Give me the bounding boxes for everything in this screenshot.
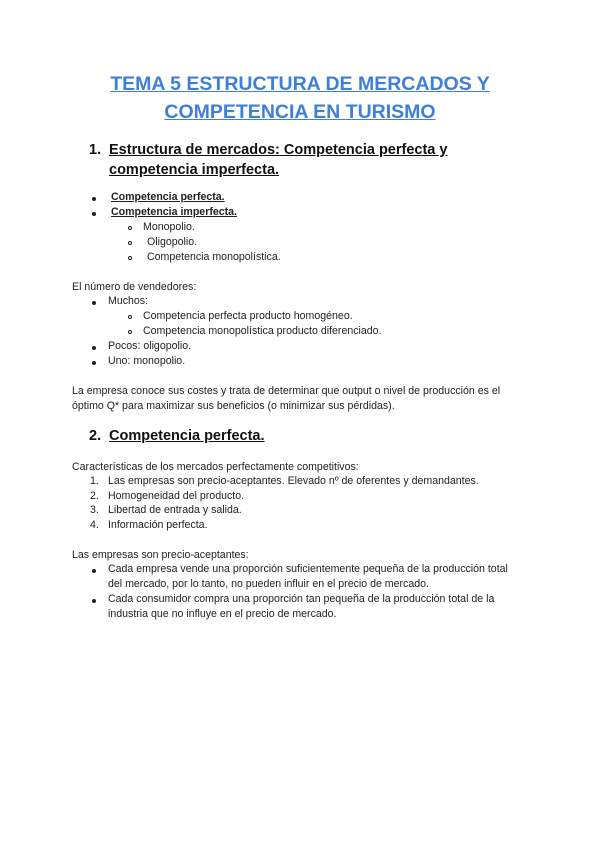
precio-bullet-1-line-1: Cada empresa vende una proporción suficientemente pequeña de la producción total (108, 563, 508, 575)
circle-bullet-icon (128, 226, 132, 230)
precio-bullet-2-line-1: Cada consumidor compra una proporción tan pequeña de la producción total de la (108, 593, 495, 605)
bullet-icon (92, 197, 96, 201)
caracteristicas-intro: Características de los mercados perfectamente competitivos: (72, 461, 359, 473)
sub-bullet-oligopolio: Oligopolio. (147, 236, 198, 248)
caracteristica-1: Las empresas son precio-aceptantes. Elevado nº de oferentes y demandantes. (108, 475, 479, 487)
section-1-title-line-2: competencia imperfecta. (109, 162, 280, 178)
vendedores-intro: El número de vendedores: (72, 281, 197, 293)
muchos-sub-2: Competencia monopolística producto diferenciado. (143, 325, 382, 337)
document-title-line-1: TEMA 5 ESTRUCTURA DE MERCADOS Y (110, 73, 490, 95)
list-number-4: 4. (90, 519, 99, 531)
list-number-1: 1. (90, 475, 99, 487)
precio-intro: Las empresas son precio-aceptantes: (72, 549, 249, 561)
bullet-icon (92, 361, 96, 365)
section-2-number: 2. (89, 428, 102, 444)
paragraph-line-1: La empresa conoce sus costes y trata de determinar que output o nivel de producción es el (72, 385, 501, 397)
precio-bullet-1-line-2: del mercado, por lo tanto, no pueden influir en el precio de mercado. (108, 578, 429, 590)
paragraph-line-2: óptimo Q* para maximizar sus beneficios (o minimizar sus pérdidas). (72, 400, 395, 412)
section-1-heading-cont (109, 160, 279, 181)
bullet-competencia-perfecta: Competencia perfecta. (111, 191, 225, 203)
precio-bullet-2-line-2: industria que no influye en el precio de mercado. (108, 608, 337, 620)
section-1-heading (89, 140, 447, 161)
bullet-icon (92, 301, 96, 305)
caracteristica-3: Libertad de entrada y salida. (108, 504, 242, 516)
caracteristica-2: Homogeneidad del producto. (108, 490, 245, 502)
list-number-2: 2. (90, 490, 99, 502)
section-2-title: Competencia perfecta. (109, 428, 265, 444)
vendedores-uno: Uno: monopolio. (108, 355, 186, 367)
bullet-icon (92, 569, 96, 573)
bullet-icon (92, 599, 96, 603)
bullet-competencia-imperfecta: Competencia imperfecta. (111, 206, 237, 218)
circle-bullet-icon (128, 330, 132, 334)
caracteristica-4: Información perfecta. (108, 519, 208, 531)
section-2-heading (89, 426, 265, 447)
bullet-icon (92, 346, 96, 350)
vendedores-pocos: Pocos: oligopolio. (108, 340, 192, 352)
sub-bullet-monopolio: Monopolio. (143, 221, 195, 233)
sub-bullet-competencia-monopolistica: Competencia monopolística. (147, 251, 281, 263)
circle-bullet-icon (128, 241, 132, 245)
circle-bullet-icon (128, 256, 132, 260)
list-number-3: 3. (90, 504, 99, 516)
muchos-sub-1: Competencia perfecta producto homogéneo. (143, 310, 353, 322)
section-1-title-line-1: Estructura de mercados: Competencia perfecta y (109, 142, 448, 158)
bullet-icon (92, 212, 96, 216)
document-title-line-2: COMPETENCIA EN TURISMO (164, 101, 436, 123)
section-1-number: 1. (89, 142, 102, 158)
vendedores-muchos: Muchos: (108, 295, 149, 307)
circle-bullet-icon (128, 315, 132, 319)
